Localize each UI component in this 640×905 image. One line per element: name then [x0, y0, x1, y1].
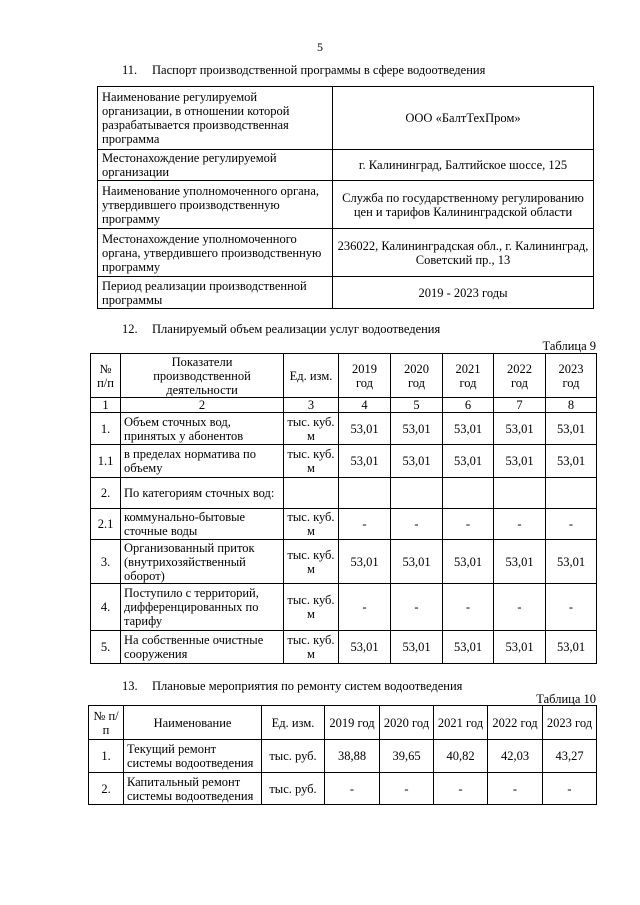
row-value: 53,01	[443, 445, 494, 478]
row-num: 5.	[91, 631, 121, 664]
row-value: -	[494, 509, 546, 540]
table-9-column-numbers	[91, 398, 597, 413]
header-year: 2022 год	[494, 354, 546, 398]
header-year: 2022 год	[488, 706, 543, 740]
passport-label: Местонахождение уполномоченного органа, утвердившего производственную программу	[98, 229, 333, 277]
passport-label: Период реализации производственной программы	[98, 277, 333, 309]
passport-value: Служба по государственному регулированию цен и тарифов Калининградской области	[333, 181, 594, 229]
row-name: На собственные очистные сооружения	[121, 631, 284, 664]
row-value: -	[325, 773, 380, 805]
row-value: -	[543, 773, 597, 805]
table-9	[90, 353, 597, 664]
column-number: 4	[339, 398, 391, 413]
column-number: 6	[443, 398, 494, 413]
row-unit: тыс. куб. м	[284, 509, 339, 540]
passport-row	[98, 87, 594, 150]
row-name: Поступило с территорий, дифференцированных по тарифу	[121, 584, 284, 631]
column-number: 8	[546, 398, 597, 413]
row-unit: тыс. куб. м	[284, 413, 339, 445]
row-value: -	[494, 584, 546, 631]
passport-label: Наименование уполномоченного органа, утвердившего производственную программу	[98, 181, 333, 229]
row-unit: тыс. руб.	[262, 773, 325, 805]
row-name: По категориям сточных вод:	[121, 478, 284, 509]
row-value: 53,01	[546, 445, 597, 478]
row-value: 53,01	[339, 631, 391, 664]
header-year: 2020 год	[391, 354, 443, 398]
row-value: -	[546, 584, 597, 631]
section-13-title: Плановые мероприятия по ремонту систем водоотведения	[152, 679, 463, 693]
header-year: 2021 год	[434, 706, 488, 740]
row-value: 53,01	[494, 445, 546, 478]
row-value: -	[443, 584, 494, 631]
row-name: коммунально-бытовые сточные воды	[121, 509, 284, 540]
header-num: № п/п	[91, 354, 121, 398]
header-unit: Ед. изм.	[284, 354, 339, 398]
section-12-heading	[122, 322, 440, 337]
column-number: 5	[391, 398, 443, 413]
row-value: 39,65	[380, 740, 434, 773]
header-num: № п/п	[89, 706, 124, 740]
header-year: 2019 год	[339, 354, 391, 398]
row-value: 53,01	[391, 445, 443, 478]
row-num: 1.	[89, 740, 124, 773]
row-value	[494, 478, 546, 509]
row-value: 53,01	[546, 540, 597, 584]
row-value	[546, 478, 597, 509]
row-unit	[284, 478, 339, 509]
passport-row	[98, 150, 594, 181]
passport-table	[97, 86, 594, 309]
row-value: -	[339, 509, 391, 540]
row-value: 43,27	[543, 740, 597, 773]
passport-value: ООО «БалтТехПром»	[333, 87, 594, 150]
column-number: 2	[121, 398, 284, 413]
header-year: 2023 год	[546, 354, 597, 398]
row-num: 2.	[89, 773, 124, 805]
section-12-title: Планируемый объем реализации услуг водоотведения	[152, 322, 441, 336]
passport-value: г. Калининград, Балтийское шоссе, 125	[333, 150, 594, 181]
row-value: 53,01	[339, 445, 391, 478]
header-year: 2019 год	[325, 706, 380, 740]
passport-value: 2019 - 2023 годы	[333, 277, 594, 309]
table-row	[91, 509, 597, 540]
row-value: 53,01	[494, 540, 546, 584]
row-value: 53,01	[494, 413, 546, 445]
row-value: -	[434, 773, 488, 805]
row-value: 53,01	[443, 413, 494, 445]
header-indicator: Показатели производственной деятельности	[121, 354, 284, 398]
passport-row	[98, 181, 594, 229]
row-value: 53,01	[443, 631, 494, 664]
section-11-number: 11.	[122, 63, 138, 77]
section-13-heading	[122, 679, 462, 694]
table-row	[91, 445, 597, 478]
header-name: Наименование	[124, 706, 262, 740]
row-value: -	[391, 509, 443, 540]
row-unit: тыс. куб. м	[284, 584, 339, 631]
table-10-header-row	[89, 706, 597, 740]
page-number: 5	[317, 40, 323, 54]
row-name: Организованный приток (внутрихозяйственный оборот)	[121, 540, 284, 584]
passport-value: 236022, Калининградская обл., г. Калининград, Советский пр., 13	[333, 229, 594, 277]
row-name: в пределах норматива по объему	[121, 445, 284, 478]
row-unit: тыс. куб. м	[284, 445, 339, 478]
passport-row	[98, 277, 594, 309]
row-num: 2.	[91, 478, 121, 509]
table-10-caption: Таблица 10	[536, 692, 596, 706]
table-row	[91, 540, 597, 584]
column-number: 3	[284, 398, 339, 413]
row-value: -	[443, 509, 494, 540]
table-10	[88, 705, 597, 805]
header-year: 2020 год	[380, 706, 434, 740]
row-value: 53,01	[443, 540, 494, 584]
table-row	[91, 478, 597, 509]
row-num: 2.1	[91, 509, 121, 540]
row-value: 53,01	[391, 413, 443, 445]
row-name: Объем сточных вод, принятых у абонентов	[121, 413, 284, 445]
column-number: 7	[494, 398, 546, 413]
row-num: 1.	[91, 413, 121, 445]
row-value: -	[391, 584, 443, 631]
section-12-number: 12.	[122, 322, 138, 336]
row-value: 53,01	[546, 631, 597, 664]
table-9-caption: Таблица 9	[542, 339, 596, 353]
header-unit: Ед. изм.	[262, 706, 325, 740]
row-value: 53,01	[391, 631, 443, 664]
section-13-number: 13.	[122, 679, 138, 693]
row-value: 53,01	[339, 540, 391, 584]
header-year: 2023 год	[543, 706, 597, 740]
row-value: 42,03	[488, 740, 543, 773]
row-value: 53,01	[391, 540, 443, 584]
header-year: 2021 год	[443, 354, 494, 398]
row-name: Капитальный ремонт системы водоотведения	[124, 773, 262, 805]
row-unit: тыс. куб. м	[284, 631, 339, 664]
row-value: -	[546, 509, 597, 540]
row-num: 3.	[91, 540, 121, 584]
row-num: 1.1	[91, 445, 121, 478]
row-value: -	[488, 773, 543, 805]
row-unit: тыс. руб.	[262, 740, 325, 773]
section-11-heading	[122, 63, 485, 78]
table-9-header-row	[91, 354, 597, 398]
row-num: 4.	[91, 584, 121, 631]
table-row	[89, 740, 597, 773]
table-row	[91, 584, 597, 631]
section-11-title: Паспорт производственной программы в сфере водоотведения	[152, 63, 486, 77]
table-row	[89, 773, 597, 805]
row-name: Текущий ремонт системы водоотведения	[124, 740, 262, 773]
row-value	[339, 478, 391, 509]
column-number: 1	[91, 398, 121, 413]
table-row	[91, 413, 597, 445]
row-value: 53,01	[339, 413, 391, 445]
row-value	[391, 478, 443, 509]
row-unit: тыс. куб. м	[284, 540, 339, 584]
row-value: 40,82	[434, 740, 488, 773]
row-value: 53,01	[494, 631, 546, 664]
row-value: 38,88	[325, 740, 380, 773]
row-value: 53,01	[546, 413, 597, 445]
row-value	[443, 478, 494, 509]
passport-row	[98, 229, 594, 277]
passport-label: Наименование регулируемой организации, в отношении которой разрабатывается производственная программа	[98, 87, 333, 150]
row-value: -	[380, 773, 434, 805]
passport-label: Местонахождение регулируемой организации	[98, 150, 333, 181]
table-row	[91, 631, 597, 664]
row-value: -	[339, 584, 391, 631]
